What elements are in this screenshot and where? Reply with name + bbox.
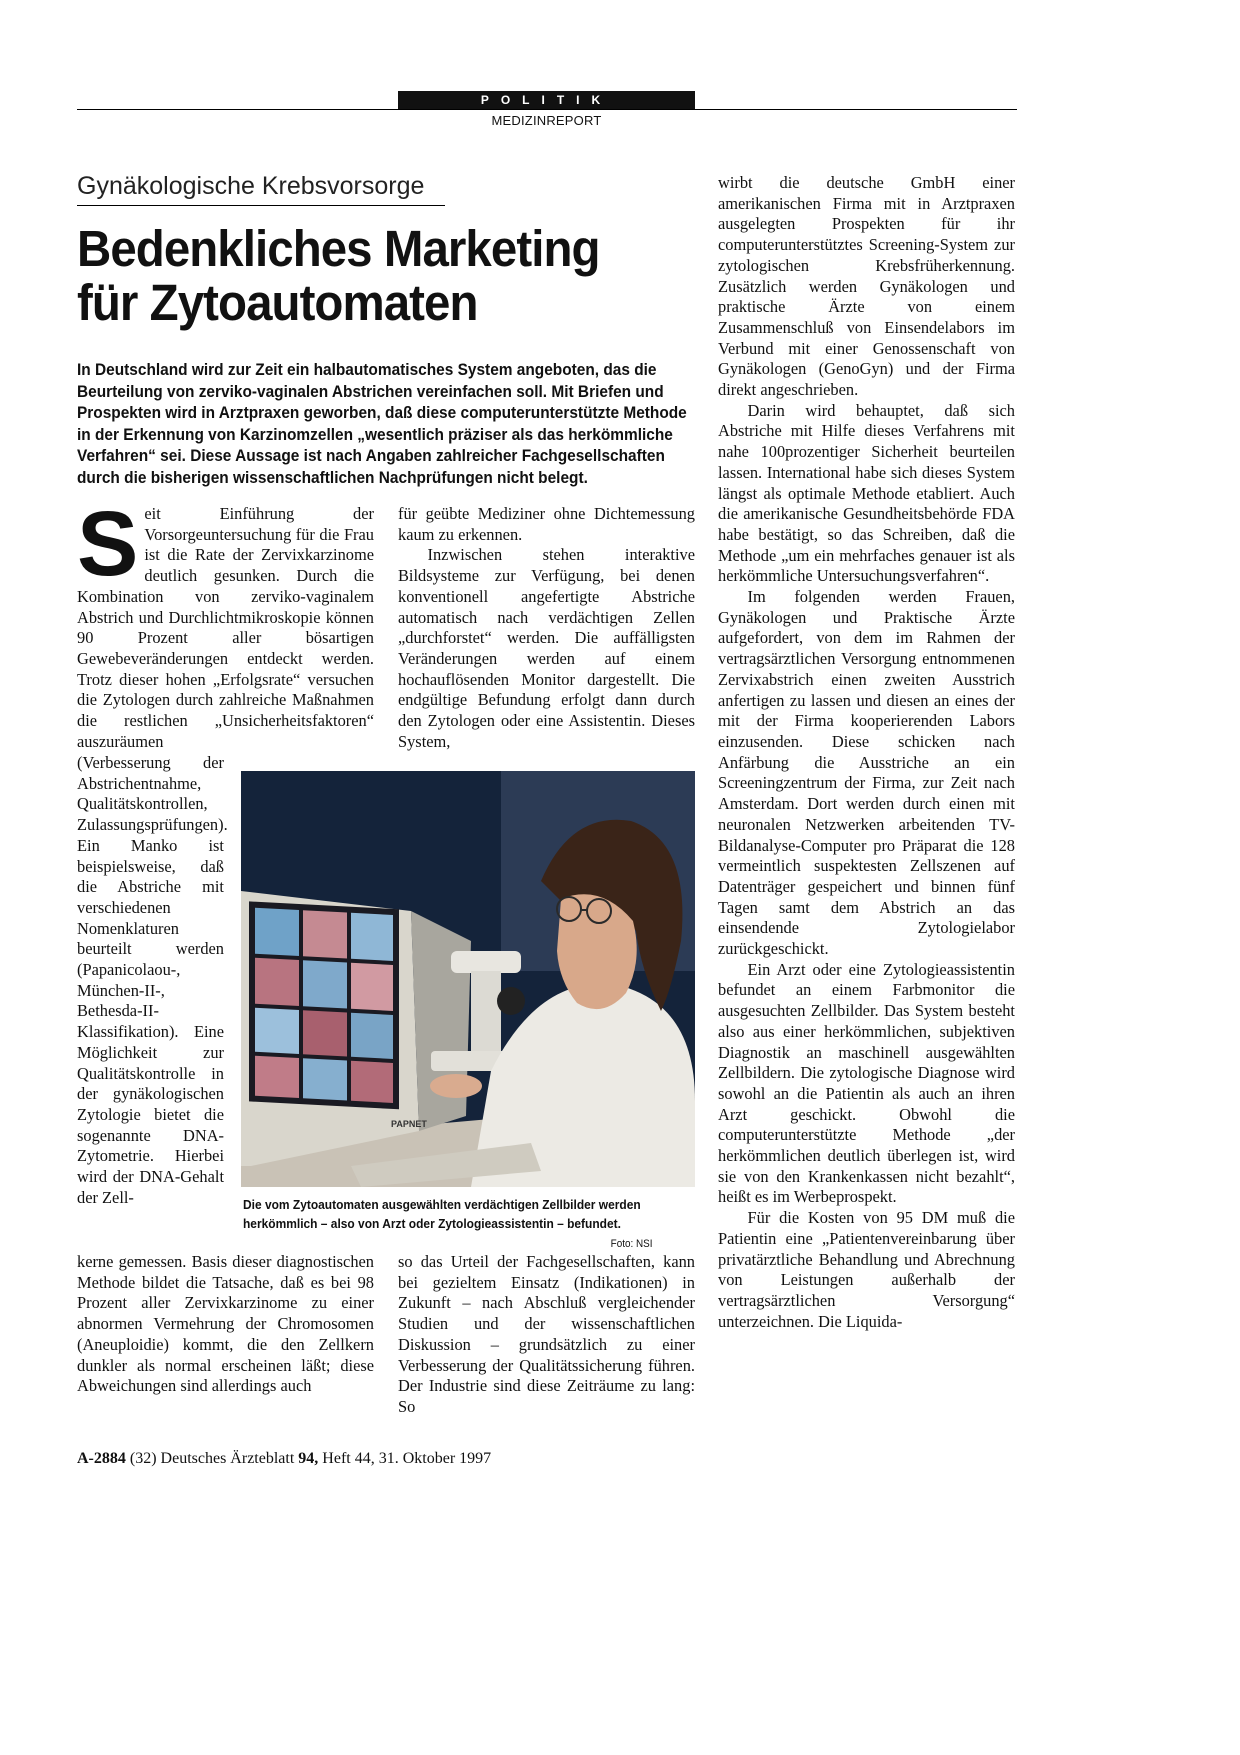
column-2-paragraph-1: für geübte Mediziner ohne Dichtemessung kaum zu erkennen. [398, 504, 695, 544]
section-label: POLITIK [398, 91, 695, 109]
column-3-paragraph-2: Darin wird behauptet, daß sich Abstriche mit Hilfe dieses Verfahrens mit nahe 100prozentiger Sicherheit beurteilen lassen. International habe sich dieses System längst als optimale Methode etabliert. Auch die amerikanische Gesundheitsbehörde FDA habe bestätigt, so das Schreiben, daß die Methode „um ein mehrfaches genauer ist als herkömmliche Untersuchungsverfahren“. [718, 400, 1015, 586]
column-1-text-b: (Verbesserung der Abstrichentnahme, Qualitätskontrollen, Zulassungsprüfungen). Ein Manko ist beispielsweise, daß die Abstriche mit verschiedenen Nomenklaturen beurteilt werden (Papanicolaou-, München-II-, Bethesda-II-Klassifikation). Eine Möglichkeit zur Qualitätskontrolle in der gynäkologischen Zytologie bietet die sogenannte DNA-Zytometrie. Hierbei wird der DNA-Gehalt der Zell- [77, 753, 228, 1207]
photo-credit: Foto: NSI [610, 1238, 653, 1250]
column-3 [718, 173, 1015, 1332]
column-3-paragraph-5: Für die Kosten von 95 DM muß die Patientin eine „Patientenvereinbarung über privatärztliche Behandlung und Abrechnung von Leistungen außerhalb der vertragsärztlichen Versorgung“ unterzeichnen. Die Liquida- [718, 1208, 1015, 1331]
column-1-text-a: eit Einführung der Vorsorgeuntersuchung für die Frau ist die Rate der Zervixkarzinome deutlich gesunken. Durch die Kombination von zerviko-vaginalem Abstrich und Durchlichtmikroskopie können 90 Prozent aller bösartigen Gewebeveränderungen entdeckt werden. Trotz dieser hohen „Erfolgsrate“ versuchen die Zytologen durch zahlreiche Maßnahmen die restlichen „Unsicherheitsfaktoren“ auszuräumen [77, 504, 374, 751]
article-photo [241, 771, 695, 1187]
column-2-text-c: so das Urteil der Fachgesellschaften, kann bei gezieltem Einsatz (Indikationen) in Zukunft – nach Abschluß vergleichender Studien und der wissenschaftlichen Diskussion – grundsätzlich zu einer Verbesserung der Qualitätssicherung führen. Der Industrie sind diese Zeiträume zu lang: So [398, 1252, 695, 1416]
monitor-brand-label: PAPNET [391, 1119, 427, 1129]
photo-caption [243, 1195, 653, 1254]
column-1-top [77, 493, 374, 752]
column-2-bottom [398, 1252, 695, 1418]
page-number: A-2884 [77, 1450, 126, 1467]
column-2-paragraph-2: Inzwischen stehen interaktive Bildsysteme zur Verfügung, bei denen konventionell angefertigte Abstriche automatisch nach verdächtigen Zellen „durchforstet“ werden. Die auffälligsten Veränderungen werden auf einem hochauflösenden Monitor dargestellt. Die endgültige Befundung erfolgt dann durch den Zytologen oder eine Assistentin. Dieses System, [398, 545, 695, 751]
drop-cap: S [77, 493, 139, 595]
header-rule [77, 109, 1017, 110]
column-1-bottom [77, 1252, 374, 1397]
column-3-paragraph-1: wirbt die deutsche GmbH einer amerikanischen Firma mit in Arztpraxen ausgelegten Prospekten für ihr computerunterstütztes Screening-System zur zytologischen Krebsfrüherkennung. Zusätzlich werden Gynäkologen und praktische Ärzte von einem Zusammenschluß von Einsendelabors im Verbund mit einer Genossenschaft von Gynäkologen (GenoGyn) und der Firma direkt angeschrieben. [718, 173, 1015, 400]
article-kicker: Gynäkologische Krebsvorsorge [77, 172, 445, 206]
column-1-narrow [77, 753, 228, 1208]
footer-volume: 94, [298, 1450, 319, 1467]
photo-illustration [241, 771, 695, 1187]
column-3-paragraph-3: Im folgenden werden Frauen, Gynäkologen und Praktische Ärzte aufgefordert, von dem im Rahmen der vertragsärztlichen Versorgung entnommenen Zervixabstrich einen zweiten Ausstrich anfertigen zu lassen und diesen an eines der mit der Firma kooperierenden Labors einzusenden. Diese schicken nach Anfärbung die Ausstriche an ein Screeningzentrum der Firma, zur Zeit nach Amsterdam. Dort werden durch einen mit neuronalen Netzwerken arbeitenden TV-Bildanalyse-Computer pro Präparat die 128 vermeintlich suspektesten Zellszenen auf Datenträger gespeichert und binnen fünf Tagen samt dem Abstrich an das einsendende Zytologielabor zurückgeschickt. [718, 587, 1015, 959]
page-footer [77, 1450, 491, 1468]
article-lead: In Deutschland wird zur Zeit ein halbautomatisches System angeboten, das die Beurteilung von zerviko-vaginalen Abstrichen vereinfachen soll. Mit Briefen und Prospekten wird in Arztpraxen geworben, daß diese computerunterstützte Methode in der Erkennung von Karzinomzellen „wesentlich präziser als das herkömmliche Verfahren“ sei. Diese Aussage ist nach Angaben zahlreicher Fachgesellschaften durch die bisherigen wissenschaftlichen Nachprüfungen nicht belegt. [77, 361, 687, 487]
article-headline: Bedenkliches Marketing für Zytoautomaten [77, 220, 600, 331]
footer-publication: (32) Deutsches Ärzteblatt [129, 1450, 295, 1467]
subsection-label: MEDIZINREPORT [491, 113, 602, 128]
footer-issue: Heft 44, 31. Oktober 1997 [322, 1450, 492, 1467]
caption-text: Die vom Zytoautomaten ausgewählten verdächtigen Zellbilder werden herkömmlich – also von Arzt oder Zytologieassistentin – befundet. [243, 1197, 641, 1231]
column-2-top [398, 504, 695, 752]
column-3-paragraph-4: Ein Arzt oder eine Zytologieassistentin befundet an einem Farbmonitor die ausgesuchten Zellbilder. Das System besteht also aus einer herkömmlichen, subjektiven Diagnostik an maschinell ausgewählten Zellbildern. Die zytologische Diagnose wird sowohl an die Patientin als auch an ihren Arzt geschickt. Obwohl die computerunterstützte Methode „der herkömmlichen deutlich überlegen ist, wird sie von den Krankenkassen nicht bezahlt“, heißt es im Werbeprospekt. [718, 959, 1015, 1207]
column-1-text-c: kerne gemessen. Basis dieser diagnostischen Methode bildet die Tatsache, daß es bei 98 Prozent aller Zervixkarzinome zu einer abnormen Vermehrung der Chromosomen (Aneuploidie) kommt, die den Zellkern dunkler als normal erscheinen läßt; diese Abweichungen sind allerdings auch [77, 1252, 374, 1396]
